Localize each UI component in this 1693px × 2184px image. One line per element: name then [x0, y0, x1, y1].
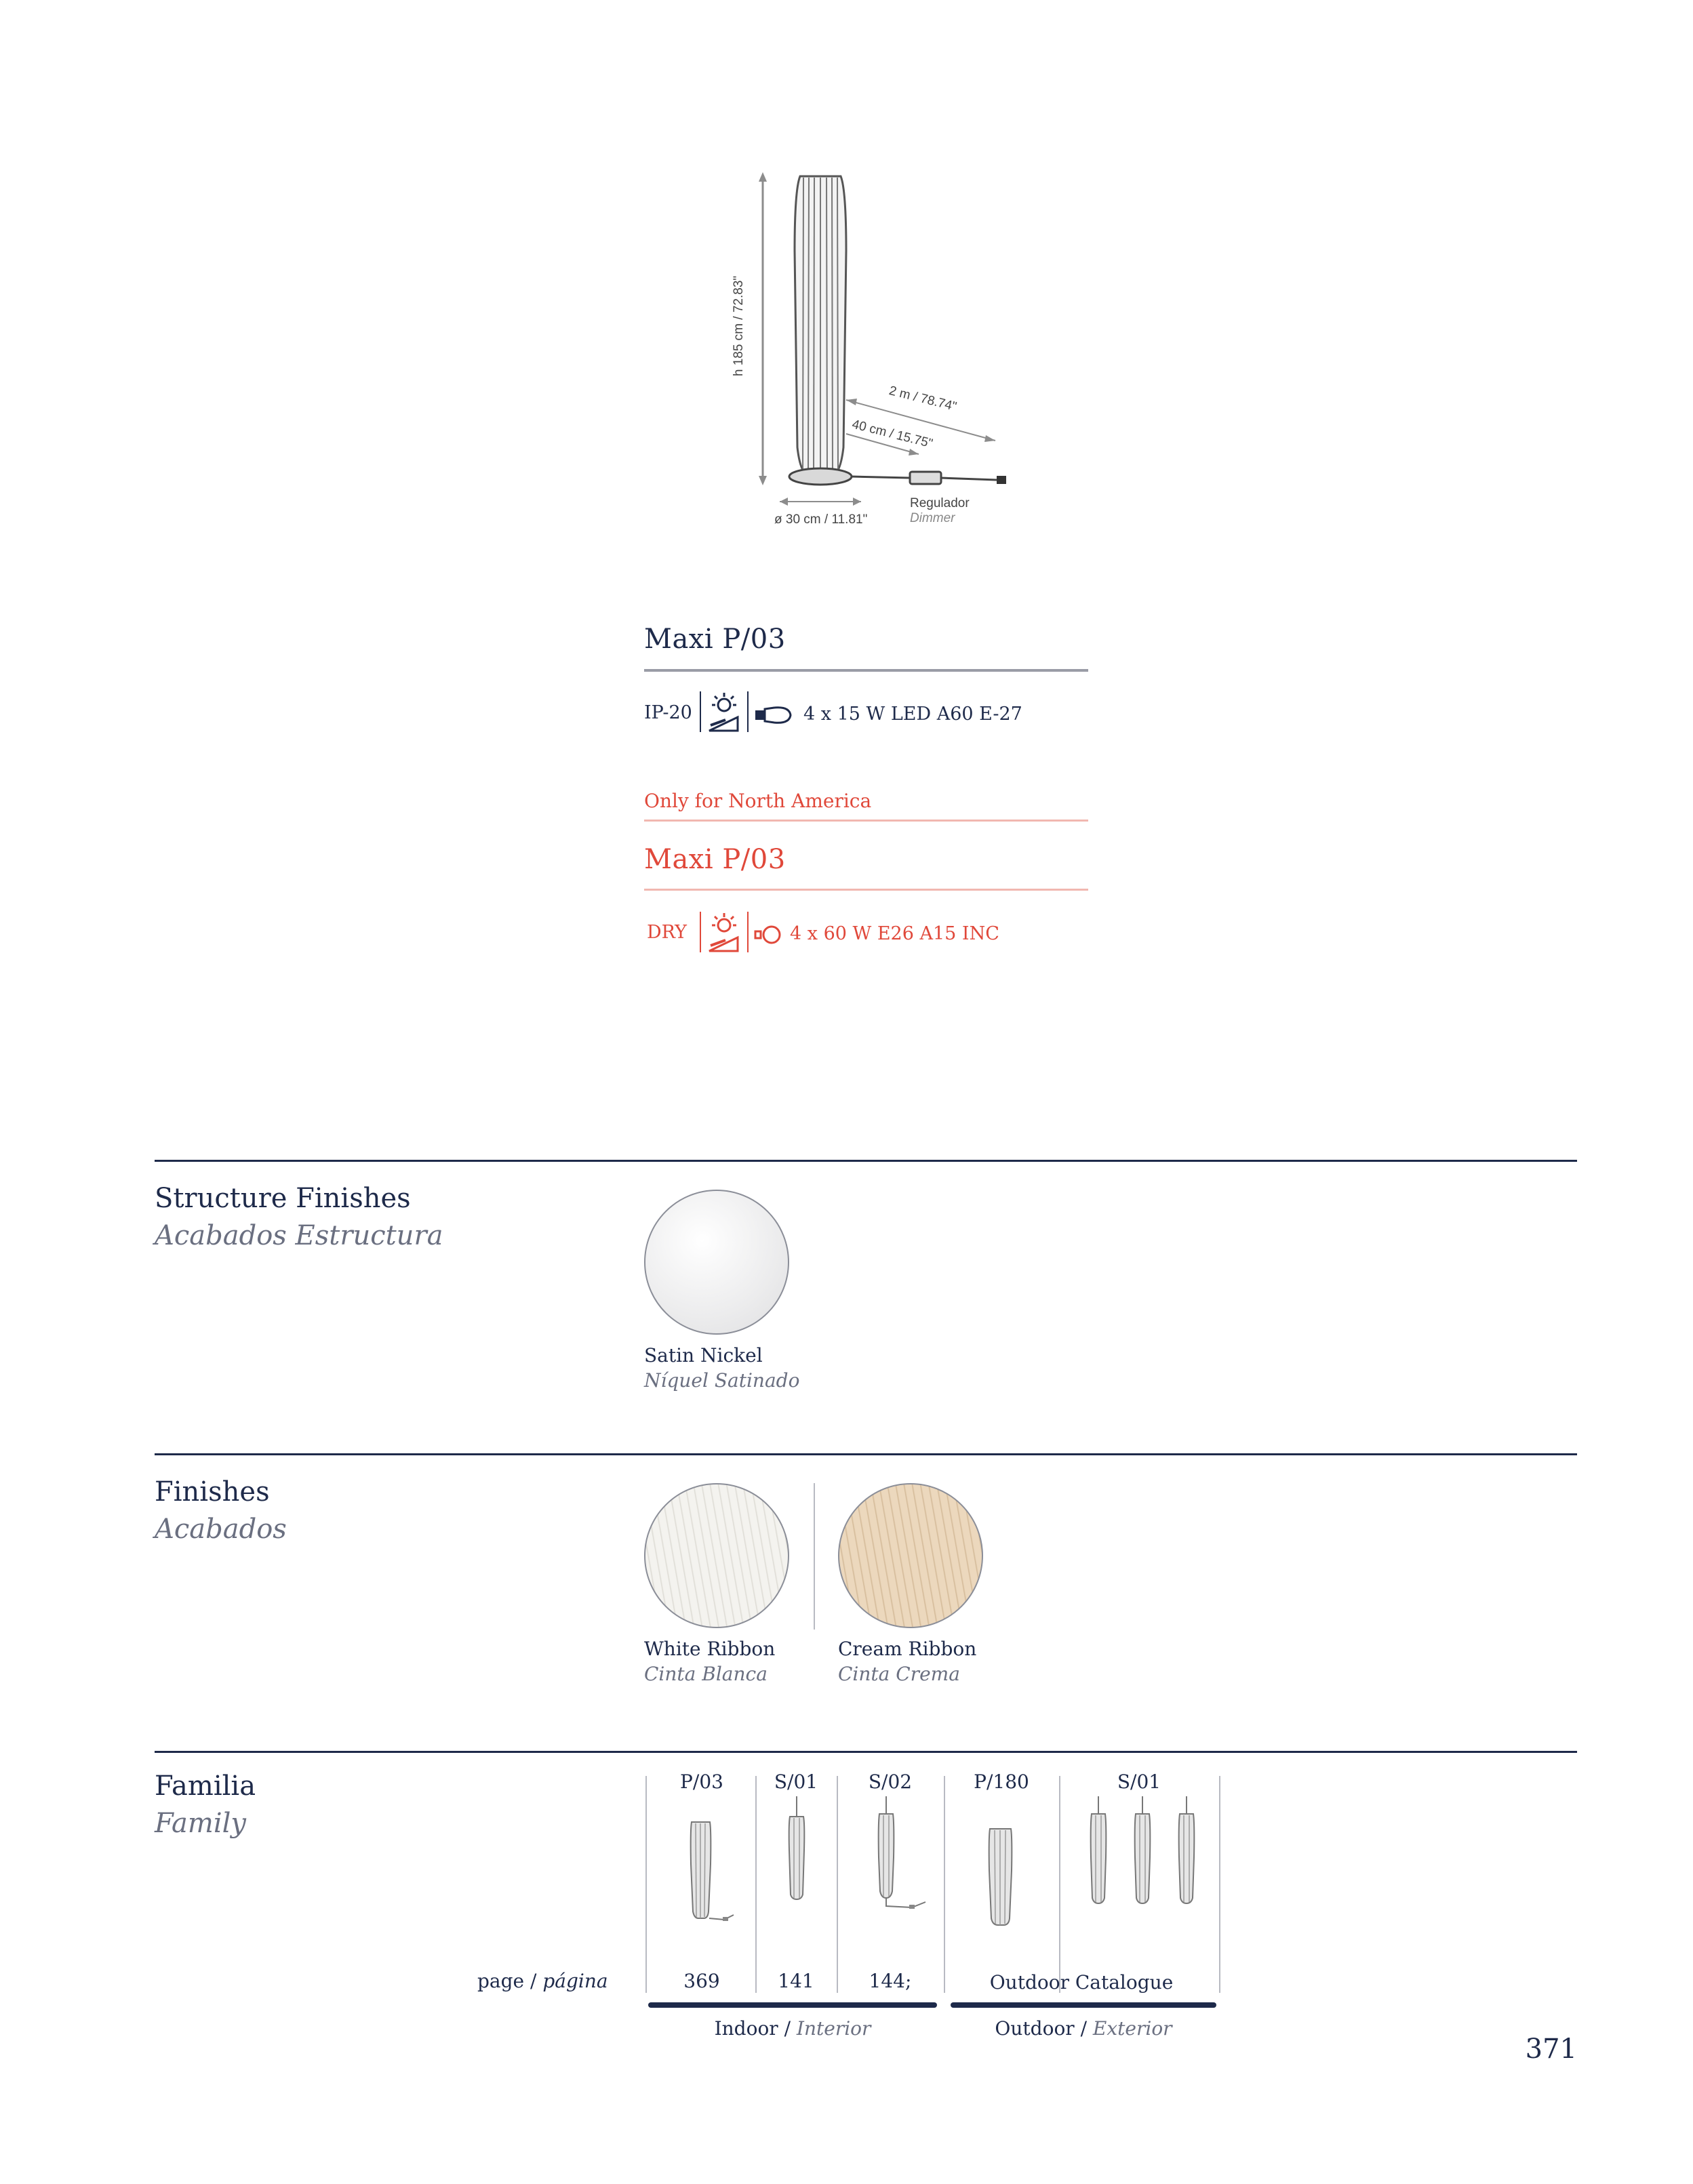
ip-rating: IP-20 — [644, 702, 692, 723]
swatch-label: Cream Ribbon — [838, 1638, 977, 1660]
drawing-height-label: h 185 cm / 72.83" — [732, 275, 746, 377]
product-title-na: Maxi P/03 — [644, 844, 786, 875]
section-divider — [155, 1160, 1577, 1162]
family-code: S/01 — [1117, 1771, 1161, 1793]
thumbnail-p180 — [983, 1823, 1024, 1932]
family-separator — [1219, 1776, 1220, 1993]
family-code: S/02 — [868, 1771, 913, 1793]
family-code: S/01 — [774, 1771, 818, 1793]
swatch-sublabel: Cinta Blanca — [644, 1663, 768, 1685]
section-title-structure: Structure Finishes — [155, 1183, 411, 1214]
bulb-spec-na: 4 x 60 W E26 A15 INC — [790, 923, 999, 944]
family-separator — [1059, 1776, 1060, 1993]
swatch-separator — [814, 1483, 815, 1630]
family-code: P/180 — [974, 1771, 1029, 1793]
product-title: Maxi P/03 — [644, 624, 786, 655]
page-ref: 141 — [778, 1970, 814, 1992]
page-ref: 144; — [869, 1970, 912, 1992]
family-code: P/03 — [680, 1771, 723, 1793]
page-label: page / página — [477, 1970, 608, 1992]
region-note: Only for North America — [644, 790, 872, 812]
drawing-dimmer-label: Dimmer — [910, 511, 955, 525]
section-subtitle-family: Family — [155, 1808, 246, 1839]
title-divider — [644, 669, 1088, 672]
title-divider-na — [644, 889, 1088, 891]
incandescent-bulb-icon — [754, 925, 786, 945]
section-divider — [155, 1453, 1577, 1455]
family-separator — [755, 1776, 757, 1993]
spec-separator — [747, 691, 749, 732]
drawing-base-label: ø 30 cm / 11.81" — [774, 512, 868, 527]
thumbnail-s02 — [871, 1796, 932, 1918]
section-title-finishes: Finishes — [155, 1476, 270, 1508]
swatch-label: Satin Nickel — [644, 1344, 763, 1367]
swatch-label: White Ribbon — [644, 1638, 776, 1660]
drawing-dimmer-distance-label: 40 cm / 15.75" — [850, 417, 934, 451]
spec-separator — [700, 691, 701, 732]
outdoor-label: Outdoor / Exterior — [995, 2017, 1172, 2040]
spec-separator — [747, 912, 749, 952]
section-title-family: Familia — [155, 1771, 256, 1802]
bulb-spec: 4 x 15 W LED A60 E-27 — [803, 704, 1022, 725]
drawing-cable-label: 2 m / 78.74" — [888, 384, 958, 415]
indoor-label: Indoor / Interior — [714, 2017, 871, 2040]
swatch-cream-ribbon — [838, 1483, 983, 1628]
dimmable-icon — [705, 691, 743, 735]
region-divider — [644, 820, 1088, 822]
thumbnail-p03 — [685, 1817, 739, 1925]
thumbnail-s01-outdoor — [1078, 1796, 1207, 1918]
outdoor-bar — [951, 2002, 1216, 2008]
technical-drawing — [732, 163, 1017, 542]
page-number: 371 — [1525, 2034, 1577, 2065]
outdoor-catalogue-ref: Outdoor Catalogue — [989, 1971, 1174, 1994]
thumbnail-s01 — [780, 1796, 814, 1905]
family-separator — [944, 1776, 945, 1993]
family-separator — [645, 1776, 647, 1993]
section-subtitle-finishes: Acabados — [155, 1514, 287, 1545]
dry-rating: DRY — [647, 922, 687, 943]
section-divider — [155, 1751, 1577, 1753]
indoor-bar — [648, 2002, 937, 2008]
family-separator — [837, 1776, 838, 1993]
page-ref: 369 — [683, 1970, 720, 1992]
swatch-sublabel: Níquel Satinado — [644, 1369, 800, 1392]
swatch-sublabel: Cinta Crema — [838, 1663, 960, 1685]
swatch-white-ribbon — [644, 1483, 789, 1628]
section-subtitle-structure: Acabados Estructura — [155, 1220, 443, 1251]
drawing-regulator-label: Regulador — [910, 496, 970, 510]
swatch-satin-nickel — [644, 1190, 789, 1335]
dimmable-icon — [705, 912, 743, 955]
spec-separator — [700, 912, 701, 952]
led-bulb-icon — [754, 705, 795, 725]
